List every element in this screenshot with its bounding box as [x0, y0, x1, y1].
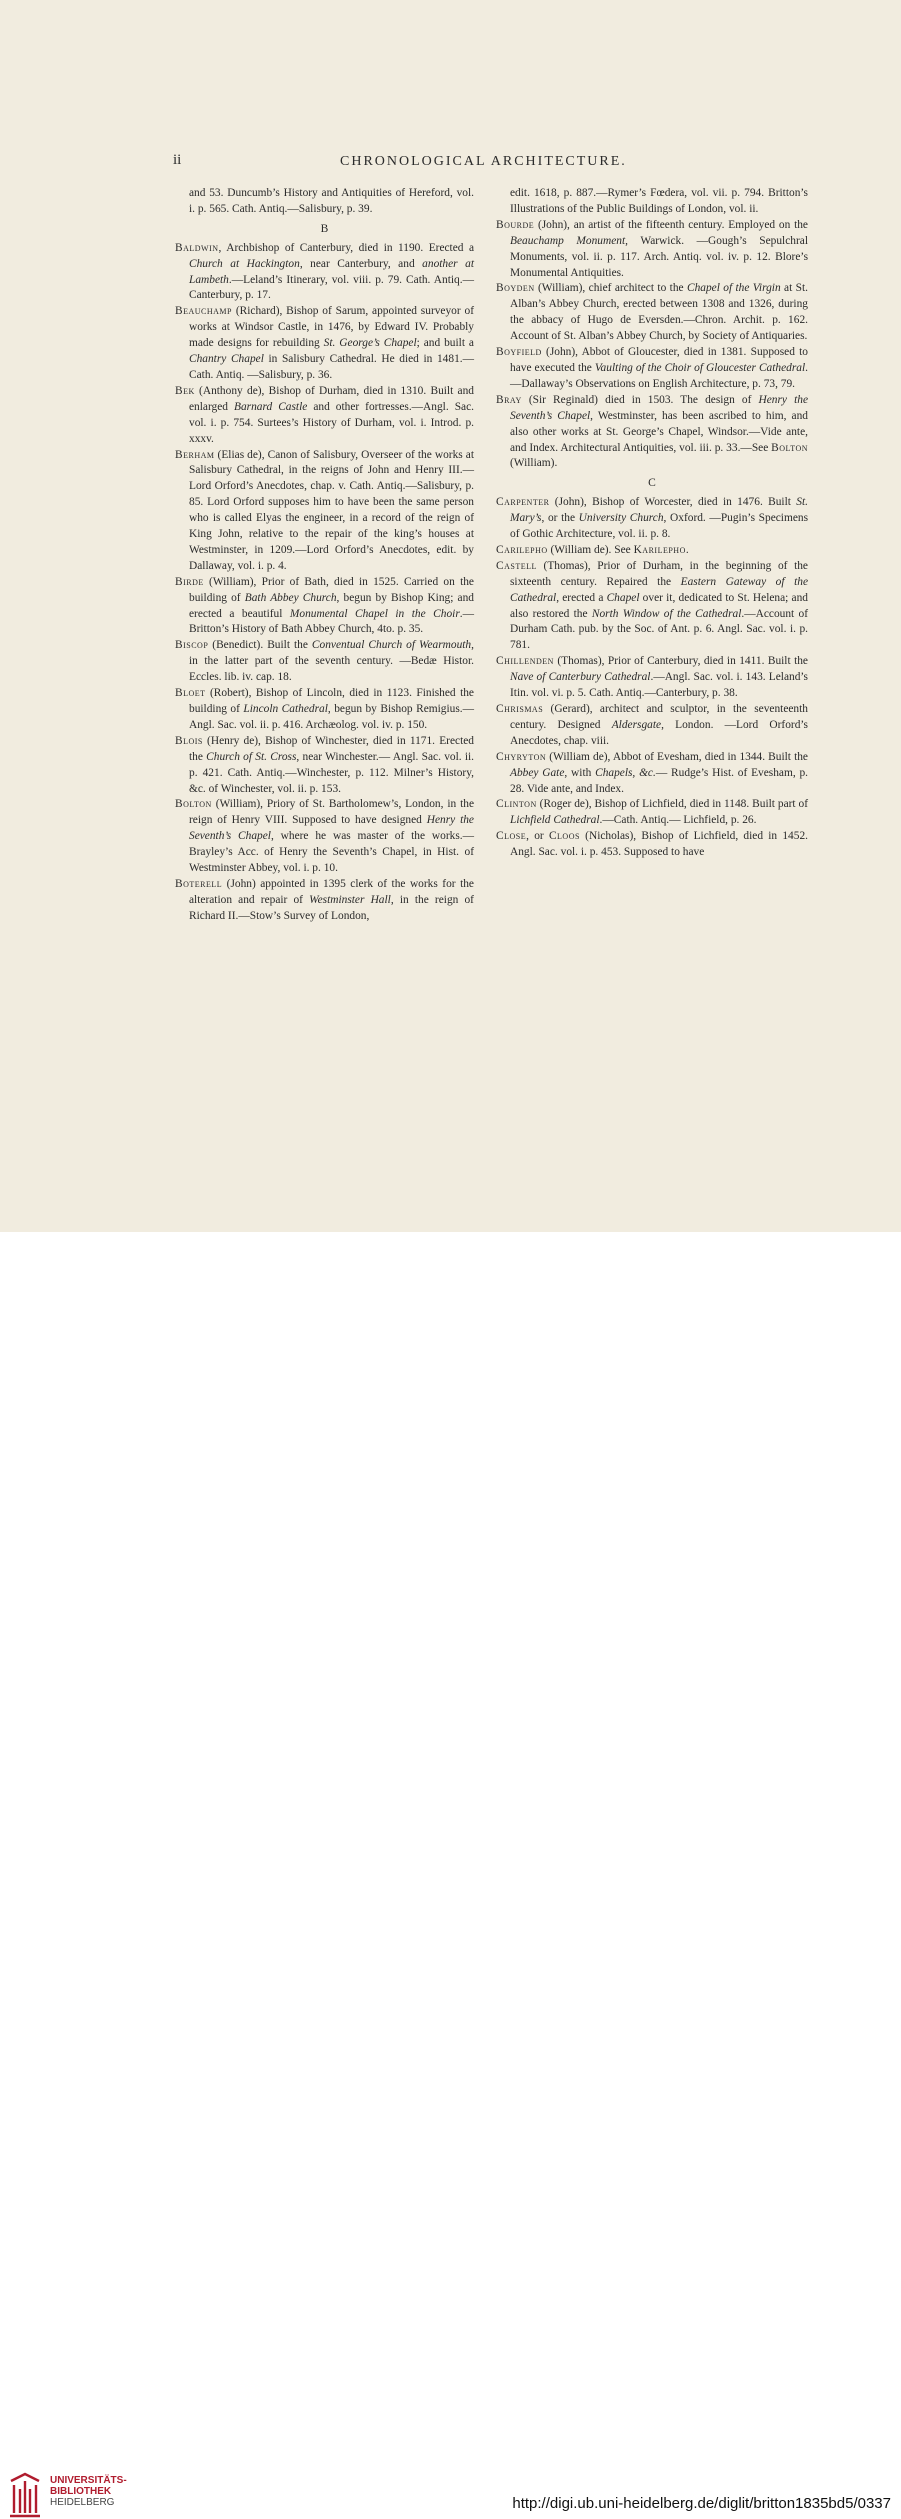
- biographical-entry: Castell (Thomas), Prior of Durham, in the beginning of the sixteenth century. Repaired the Eastern Gateway of the Cathedral, erected a Chapel over it, dedicated to St. Helena; and also restored the North Window of the Cathedral.—Account of Durham Cath. pub. by the Soc. of Ant. p. 6. Angl. Sac. vol. i. p. 781.: [496, 559, 808, 652]
- biographical-entry: Bloet (Robert), Bishop of Lincoln, died in 1123. Finished the building of Lincoln Cathedral, begun by Bishop Remigius.—Angl. Sac. vol. ii. p. 416. Archæolog. vol. iv. p. 150.: [175, 687, 474, 731]
- right-column: [496, 186, 808, 861]
- library-name: [50, 2475, 127, 2508]
- left-column: [175, 186, 474, 925]
- library-logo-icon: [8, 2471, 42, 2519]
- biographical-entry: Bek (Anthony de), Bishop of Durham, died in 1310. Built and enlarged Barnard Castle and other fortresses.—Angl. Sac. vol. i. p. 754. Surtees’s History of Durham, vol. i. Introd. p. xxxv.: [175, 384, 474, 445]
- biographical-entry: Boyfield (John), Abbot of Gloucester, died in 1381. Supposed to have executed the Vaulting of the Choir of Gloucester Cathedral.—Dallaway’s Observations on English Architecture, p. 73, 79.: [496, 346, 809, 390]
- library-name-line-2: BIBLIOTHEK: [50, 2486, 112, 2497]
- footer-bar: [0, 1232, 901, 2512]
- biographical-entry: Boyden (William), chief architect to the Chapel of the Virgin at St. Alban’s Abbey Church, erected between 1308 and 1326, during the abbacy of Hugo de Eversden.—Chron. Archit. p. 162. Account of St. Alban’s Abbey Church, by Society of Antiquaries.: [496, 282, 808, 343]
- scanned-page: [0, 0, 901, 1232]
- source-url-link[interactable]: http://digi.ub.uni-heidelberg.de/diglit/britton1835bd5/0337: [512, 2495, 891, 2512]
- biographical-entry: Bray (Sir Reginald) died in 1503. The design of Henry the Seventh’s Chapel, Westminster, has been ascribed to him, and also other works at St. George’s Chapel, Windsor.—Vide ante, and Index. Architectural Antiquities, vol. iii. p. 33.—See Bolton (William).: [496, 393, 808, 470]
- continued-entry: and 53. Duncumb’s History and Antiquities of Hereford, vol. i. p. 565. Cath. Antiq.—Salisbury, p. 39.: [189, 187, 474, 215]
- biographical-entry: Close, or Cloos (Nicholas), Bishop of Lichfield, died in 1452. Angl. Sac. vol. i. p. 453. Supposed to have: [496, 830, 808, 859]
- biographical-entry: Biscop (Benedict). Built the Conventual Church of Wearmouth, in the latter part of the seventh century. —Bedæ Histor. Eccles. lib. iv. cap. 18.: [175, 639, 474, 684]
- biographical-entry: Blois (Henry de), Bishop of Winchester, died in 1171. Erected the Church of St. Cross, near Winchester.— Angl. Sac. vol. ii. p. 421. Cath. Antiq.—Winchester, p. 112. Milner’s History, &c. of Winchester, vol. ii. p. 153.: [175, 734, 475, 795]
- section-letter: B: [320, 222, 329, 235]
- biographical-entry: Bolton (William), Priory of St. Bartholomew’s, London, in the reign of Henry VIII. Supposed to have designed Henry the Seventh’s Chapel, where he was master of the works.—Brayley’s Acc. of Henry the Seventh’s Chapel, in Hist. of Westminster Abbey, vol. i. p. 10.: [175, 798, 474, 875]
- biographical-entry: Clinton (Roger de), Bishop of Lichfield, died in 1148. Built part of Lichfield Cathedral.—Cath. Antiq.— Lichfield, p. 26.: [496, 798, 808, 827]
- continued-entry: edit. 1618, p. 887.—Rymer’s Fœdera, vol. vii. p. 794. Britton’s Illustrations of the Public Buildings of London, vol. ii.: [510, 187, 808, 215]
- biographical-entry: Chrismas (Gerard), architect and sculptor, in the seventeenth century. Designed Aldersgate, London. —Lord Orford’s Anecdotes, chap. viii.: [496, 703, 808, 747]
- biographical-entry: Birde (William), Prior of Bath, died in 1525. Carried on the building of Bath Abbey Church, begun by Bishop King; and erected a beautiful Monumental Chapel in the Choir.—Britton’s History of Bath Abbey Church, 4to. p. 35.: [175, 575, 475, 636]
- biographical-entry: Bourde (John), an artist of the fifteenth century. Employed on the Beauchamp Monument, Warwick. —Gough’s Sepulchral Monuments, vol. ii. p. 117. Arch. Antiq. vol. iv. p. 12. Blore’s Monumental Antiquities.: [496, 218, 808, 279]
- section-letter: C: [648, 477, 656, 490]
- running-head: CHRONOLOGICAL ARCHITECTURE.: [340, 154, 627, 169]
- biographical-entry: Chyryton (William de), Abbot of Evesham, died in 1344. Built the Abbey Gate, with Chapels, &c.— Rudge’s Hist. of Evesham, p. 28. Vide ante, and Index.: [496, 750, 809, 795]
- biographical-entry: Beauchamp (Richard), Bishop of Sarum, appointed surveyor of works at Windsor Castle, in 1476, by Edward IV. Probably made designs for rebuilding St. George’s Chapel; and built a Chantry Chapel in Salisbury Cathedral. He died in 1481.—Cath. Antiq. —Salisbury, p. 36.: [175, 305, 474, 381]
- page-number: ii: [173, 152, 182, 168]
- biographical-entry: Baldwin, Archbishop of Canterbury, died in 1190. Erected a Church at Hackington, near Canterbury, and another at Lambeth.—Leland’s Itinerary, vol. viii. p. 79. Cath. Antiq.—Canterbury, p. 17.: [175, 241, 474, 302]
- biographical-entry: Chillenden (Thomas), Prior of Canterbury, died in 1411. Built the Nave of Canterbury Cathedral.—Angl. Sac. vol. i. 143. Leland’s Itin. vol. vi. p. 5. Cath. Antiq.—Canterbury, p. 38.: [496, 655, 808, 700]
- biographical-entry: Berham (Elias de), Canon of Salisbury, Overseer of the works at Salisbury Cathedral, in the reigns of John and Henry III.—Lord Orford’s Anecdotes, chap. v. Cath. Antiq.—Salisbury, p. 85. Lord Orford supposes him to have been the same person who is called Elyas the engineer, in a record of the reign of King John, relative to the repair of the king’s houses at Westminster, in 1209.—Lord Orford’s Anecdotes, edit. by Dallaway, vol. i. p. 4.: [175, 448, 474, 572]
- biographical-entry: Carilepho (William de). See Karilepho.: [496, 543, 689, 556]
- biographical-entry: Carpenter (John), Bishop of Worcester, died in 1476. Built St. Mary’s, or the University Church, Oxford. —Pugin’s Specimens of Gothic Architecture, vol. ii. p. 8.: [496, 496, 809, 541]
- library-name-line-3: HEIDELBERG: [50, 2497, 115, 2508]
- biographical-entry: Boterell (John) appointed in 1395 clerk of the works for the alteration and repair of Westminster Hall, in the reign of Richard II.—Stow’s Survey of London,: [175, 877, 474, 922]
- library-name-line-1: UNIVERSITÄTS-: [50, 2475, 127, 2486]
